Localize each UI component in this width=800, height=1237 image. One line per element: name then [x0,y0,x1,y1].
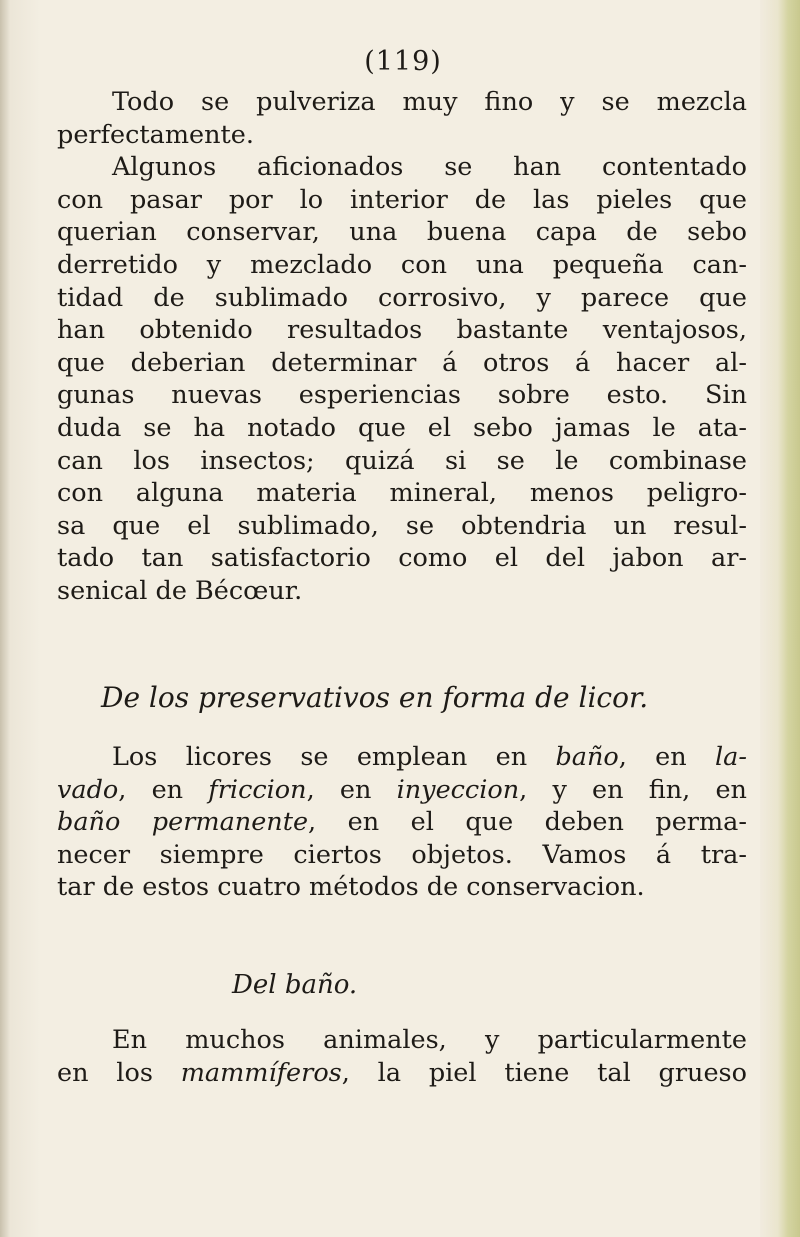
text-run-italic: baño [555,742,619,772]
page-right-edge [760,0,800,1237]
text-line: querian conservar, una buena capa de sebo [57,217,747,248]
text-line: can los insectos; quizá si se le combinase [57,445,747,476]
text-line: En muchos animales, y particularmente [112,1025,747,1055]
text-run-italic: baño permanente [57,807,309,838]
text-run: , en [306,774,397,805]
text-run-italic: mammíferos [180,1057,342,1088]
text-line: que deberian determinar á otros á hacer al- [57,347,747,378]
text-run-italic: la- [715,742,747,772]
text-run: , en el que deben perma- [308,807,747,838]
text-line: tidad de sublimado corrosivo, y parece que [57,282,747,313]
text-line: con pasar por lo interior de las pieles que [57,184,747,215]
text-run: en los [57,1057,181,1088]
text-line: Todo se pulveriza muy fino y se mezcla [112,87,747,117]
page-left-edge [0,0,10,1237]
text-line: perfectamente. [57,119,255,150]
text-line: gunas nuevas esperiencias sobre esto. Sin [57,380,747,411]
text-line: sa que el sublimado, se obtendria un resul- [57,510,747,541]
text-run-italic: vado [57,774,119,805]
text-line: necer siempre ciertos objetos. Vamos á tra- [57,839,747,870]
text-line: Algunos aficionados se han contentado [112,152,747,183]
text-line: senical de Bécœur. [57,575,303,606]
text-line [57,806,747,839]
text-run: , en [118,774,209,805]
text-run: , la piel tiene tal grueso [341,1057,747,1088]
text-run: , en [618,742,716,772]
text-line: tar de estos cuatro métodos de conservacion. [57,872,645,903]
text-line [57,741,747,774]
text-line: han obtenido resultados bastante ventajosos, [57,315,747,346]
text-line: con alguna materia mineral, menos peligro- [57,478,747,509]
text-line: derretido y mezclado con una pequeña can- [57,249,747,280]
section-heading: De los preservativos en forma de licor. [101,681,649,714]
text-line: tado tan satisfactorio como el del jabon ar- [57,543,747,574]
text-block-bottom [57,1024,747,1089]
page-number: (119) [364,46,442,77]
text-run: , y en fin, en [519,774,747,805]
text-run-italic: inyeccion [396,774,520,805]
text-run: Los licores se emplean en [112,742,556,772]
text-line: duda se ha notado que el sebo jamas le ata- [57,412,747,443]
text-line [57,774,747,807]
text-block-middle [57,741,747,904]
text-line [57,1057,747,1090]
text-run-italic: friccion [208,774,307,805]
section-heading: Del baño. [232,970,358,1000]
text-block-top [57,86,747,608]
